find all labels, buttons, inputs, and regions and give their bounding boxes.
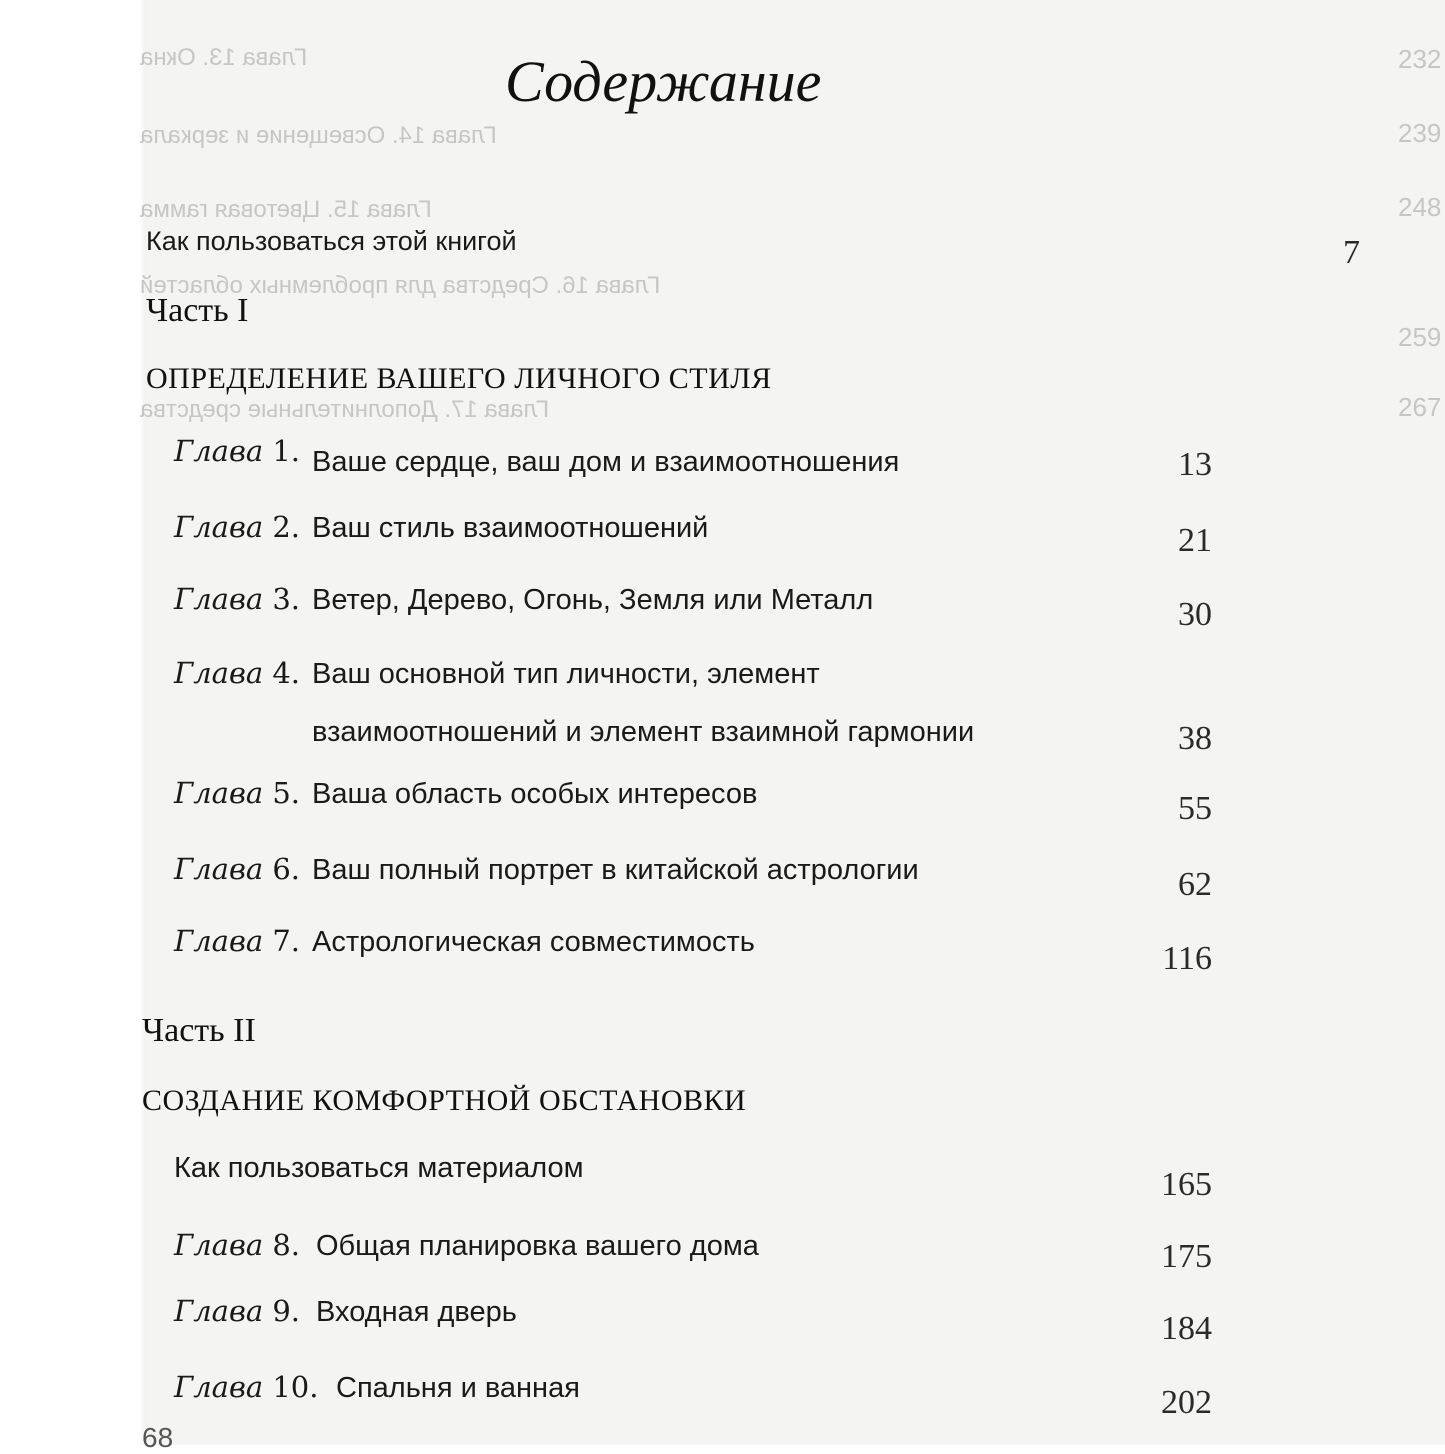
bleed-row: Глава 17. Дополнительные средства [140,396,550,423]
toc-chapter-row [174,582,300,616]
chapter-number: 8. [272,1228,301,1262]
bleed-page-number: 239 [1398,118,1442,148]
toc-entry-title: Как пользоваться материалом [174,1152,584,1184]
chapter-title-continued: взаимоотношений и элемент взаимной гармонии [312,716,975,748]
bleed-page-number: 267 [1398,392,1442,422]
chapter-number: 1. [272,434,301,468]
toc-chapter-row [174,776,300,810]
chapter-title: Общая планировка вашего дома [316,1230,759,1262]
chapter-number: 7. [272,924,301,958]
chapter-title: Ваше сердце, ваш дом и взаимоотношения [312,446,900,478]
page-number: 38 [1178,720,1212,757]
page-number: 116 [1162,940,1212,977]
chapter-label: Глава [174,1294,264,1328]
toc-chapter-row [174,1228,300,1262]
chapter-title: Ваша область особых интересов [312,778,758,810]
chapter-label: Глава [174,656,264,690]
toc-chapter-row [174,924,300,958]
bleed-page-number: 259 [1398,322,1442,352]
page-number: 30 [1178,596,1212,633]
bleed-folio: 68 [142,1422,174,1453]
chapter-number: 9. [272,1294,301,1328]
page-title: Содержание [505,49,822,114]
toc-chapter-row [174,1294,300,1328]
toc-chapter-row [174,1370,318,1404]
chapter-label: Глава [174,852,264,886]
chapter-number: 2. [272,510,301,544]
part-label: Часть II [142,1012,256,1049]
chapter-number: 10. [272,1370,319,1404]
page-number: 62 [1178,866,1212,903]
chapter-title: Ваш полный портрет в китайской астрологии [312,854,919,886]
bleed-row: Глава 13. Окна [140,44,308,71]
part-heading: СОЗДАНИЕ КОМФОРТНОЙ ОБСТАНОВКИ [142,1084,747,1117]
chapter-label: Глава [174,434,264,468]
page-number: 202 [1161,1384,1212,1421]
chapter-number: 6. [272,852,301,886]
bleed-page-number: 248 [1398,192,1442,222]
contents-page [140,0,1445,1453]
bleed-row: Глава 14. Освещение и зеркала [140,122,497,149]
toc-intro-row [146,226,517,257]
toc-entry-title: Как пользоваться этой книгой [146,226,517,256]
page-number: 165 [1161,1166,1212,1203]
part-label: Часть I [146,292,249,329]
chapter-title: Входная дверь [316,1296,517,1328]
chapter-title: Астрологическая совместимость [312,926,755,958]
chapter-number: 3. [272,582,301,616]
chapter-label: Глава [174,924,264,958]
chapter-number: 4. [272,656,301,690]
chapter-label: Глава [174,1228,264,1262]
chapter-label: Глава [174,776,264,810]
page-number: 184 [1161,1310,1212,1347]
chapter-label: Глава [174,510,264,544]
bleed-page-number: 232 [1398,44,1442,74]
chapter-title: Ваш стиль взаимоотношений [312,512,709,544]
page-number: 7 [1343,234,1360,271]
toc-chapter-row [174,656,300,690]
chapter-title: Ваш основной тип личности, элемент [312,658,820,690]
bleed-row: Глава 16. Средства для проблемных областей [140,272,661,299]
chapter-label: Глава [174,1370,264,1404]
page-number: 13 [1178,446,1212,483]
toc-chapter-row [174,852,300,886]
toc-chapter-row [174,510,300,544]
chapter-label: Глава [174,582,264,616]
part-heading: ОПРЕДЕЛЕНИЕ ВАШЕГО ЛИЧНОГО СТИЛЯ [146,362,772,395]
toc-material-row [174,1152,584,1185]
chapter-number: 5. [272,776,301,810]
bleed-row: Глава 15. Цветовая гамма [140,196,432,223]
page-number: 55 [1178,790,1212,827]
chapter-title: Спальня и ванная [336,1372,580,1404]
page-number: 175 [1161,1238,1212,1275]
page-number: 21 [1178,522,1212,559]
toc-chapter-row [174,434,300,468]
chapter-title: Ветер, Дерево, Огонь, Земля или Металл [312,584,874,616]
